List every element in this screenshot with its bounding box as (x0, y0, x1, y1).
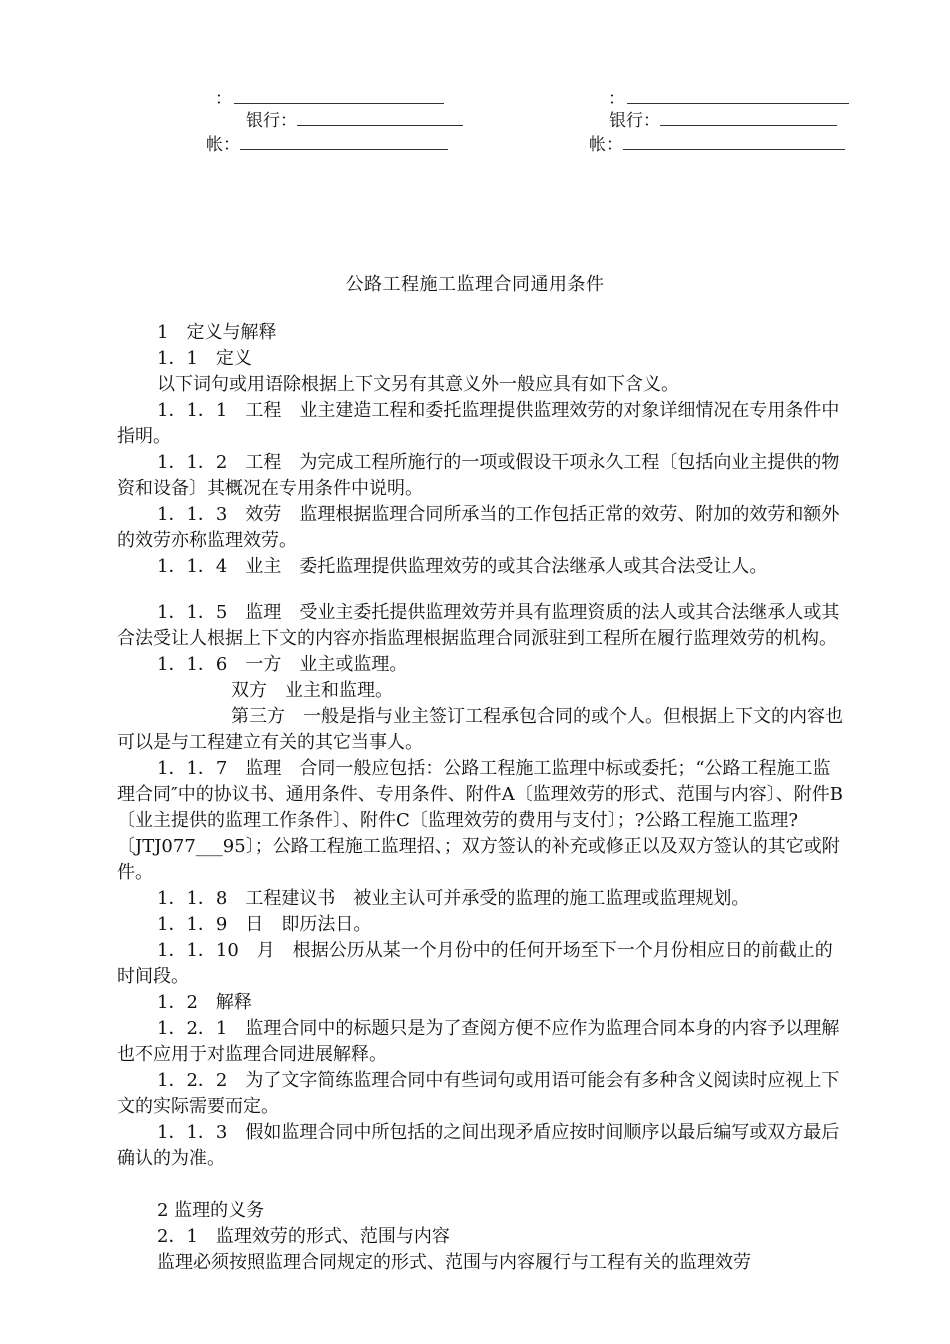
left-account-blank (240, 135, 448, 150)
clause: 1．2．2 为了文字简练监理合同中有些词句或用语可能会有多种含义阅读时应视上下文的实际需要而定。 (117, 1070, 840, 1117)
clause: 1．2．1 监理合同中的标题只是为了查阅方便不应作为监理合同本身的内容予以理解也不应用于对监理合同进展解释。 (117, 1018, 840, 1065)
clause: 1．1．3 假如监理合同中所包括的之间出现矛盾应按时间顺序以最后编写或双方最后确认的为准。 (117, 1122, 840, 1169)
clause: 1．1．7 监理 合同一般应包括：公路工程施工监理中标或委托；“公路工程施工监理合同″中的协议书、通用条件、专用条件、附件A〔监理效劳的形式、范围与内容〕、附件B〔业主提供的监理工作条件〕、附件C〔监理效劳的费用与支付〕；?公路工程施工监理?〔JTJ077___95〕；公路工程施工监理招、；双方签认的补充或修正以及双方签认的其它或附件。 (117, 758, 843, 883)
subsection-heading: 2．1 监理效劳的形式、范围与内容 (157, 1226, 450, 1247)
clause: 1．1．6 一方 业主或监理。 (157, 654, 408, 675)
left-bank-label: 银行： (246, 111, 297, 131)
right-bank-line (609, 110, 837, 132)
section-heading: 2 监理的义务 (157, 1200, 265, 1221)
right-name-blank (627, 89, 849, 104)
right-account-blank (623, 135, 845, 150)
clause: 1．1．10 月 根据公历从某一个月份中的任何开场至下一个月份相应日的前截止的时间段。 (117, 940, 833, 987)
right-party-name-line (608, 88, 849, 110)
right-bank-blank (660, 111, 837, 126)
clause: 1．1．3 效劳 监理根据监理合同所承当的工作包括正常的效劳、附加的效劳和额外的效劳亦称监理效劳。 (117, 504, 840, 551)
left-colon: ： (215, 89, 232, 109)
clause: 1．1．2 工程 为完成工程所施行的一项或假设干项永久工程〔包括向业主提供的物资和设备〕其概况在专用条件中说明。 (117, 452, 840, 499)
clause: 1．1．8 工程建议书 被业主认可并承受的监理的施工监理或监理规划。 (157, 888, 750, 909)
right-account-label: 帐： (589, 135, 623, 155)
clause: 第三方 一般是指与业主签订工程承包合同的或个人。但根据上下文的内容也可以是与工程建立有关的其它当事人。 (117, 706, 843, 753)
left-account-line (206, 134, 448, 156)
subsection-heading: 1．2 解释 (157, 992, 252, 1013)
right-account-line (589, 134, 845, 156)
document-body (117, 320, 847, 1276)
left-account-label: 帐： (206, 135, 240, 155)
left-bank-blank (297, 111, 463, 126)
clause: 1．1．1 工程 业主建造工程和委托监理提供监理效劳的对象详细情况在专用条件中指明。 (117, 400, 840, 447)
clause: 双方 业主和监理。 (231, 680, 393, 701)
document-title: 公路工程施工监理合同通用条件 (345, 274, 605, 295)
subsection-heading: 1．1 定义 (157, 348, 252, 369)
right-colon: ： (608, 89, 625, 109)
right-bank-label: 银行： (609, 111, 660, 131)
left-party-name-line (215, 88, 444, 110)
clause: 1．1．4 业主 委托监理提供监理效劳的或其合法继承人或其合法受让人。 (157, 556, 768, 577)
paragraph: 监理必须按照监理合同规定的形式、范围与内容履行与工程有关的监理效劳 (157, 1252, 751, 1273)
left-name-blank (234, 89, 444, 104)
clause: 1．1．5 监理 受业主委托提供监理效劳并具有监理资质的法人或其合法继承人或其合法受让人根据上下文的内容亦指监理根据监理合同派驻到工程所在履行监理效劳的机构。 (117, 602, 840, 649)
clause: 1．1．9 日 即历法日。 (157, 914, 372, 935)
section-heading: 1 定义与解释 (157, 322, 277, 343)
spacer (117, 1172, 847, 1198)
paragraph: 以下词句或用语除根据上下文另有其意义外一般应具有如下含义。 (157, 374, 679, 395)
left-bank-line (246, 110, 463, 132)
spacer (117, 580, 847, 600)
